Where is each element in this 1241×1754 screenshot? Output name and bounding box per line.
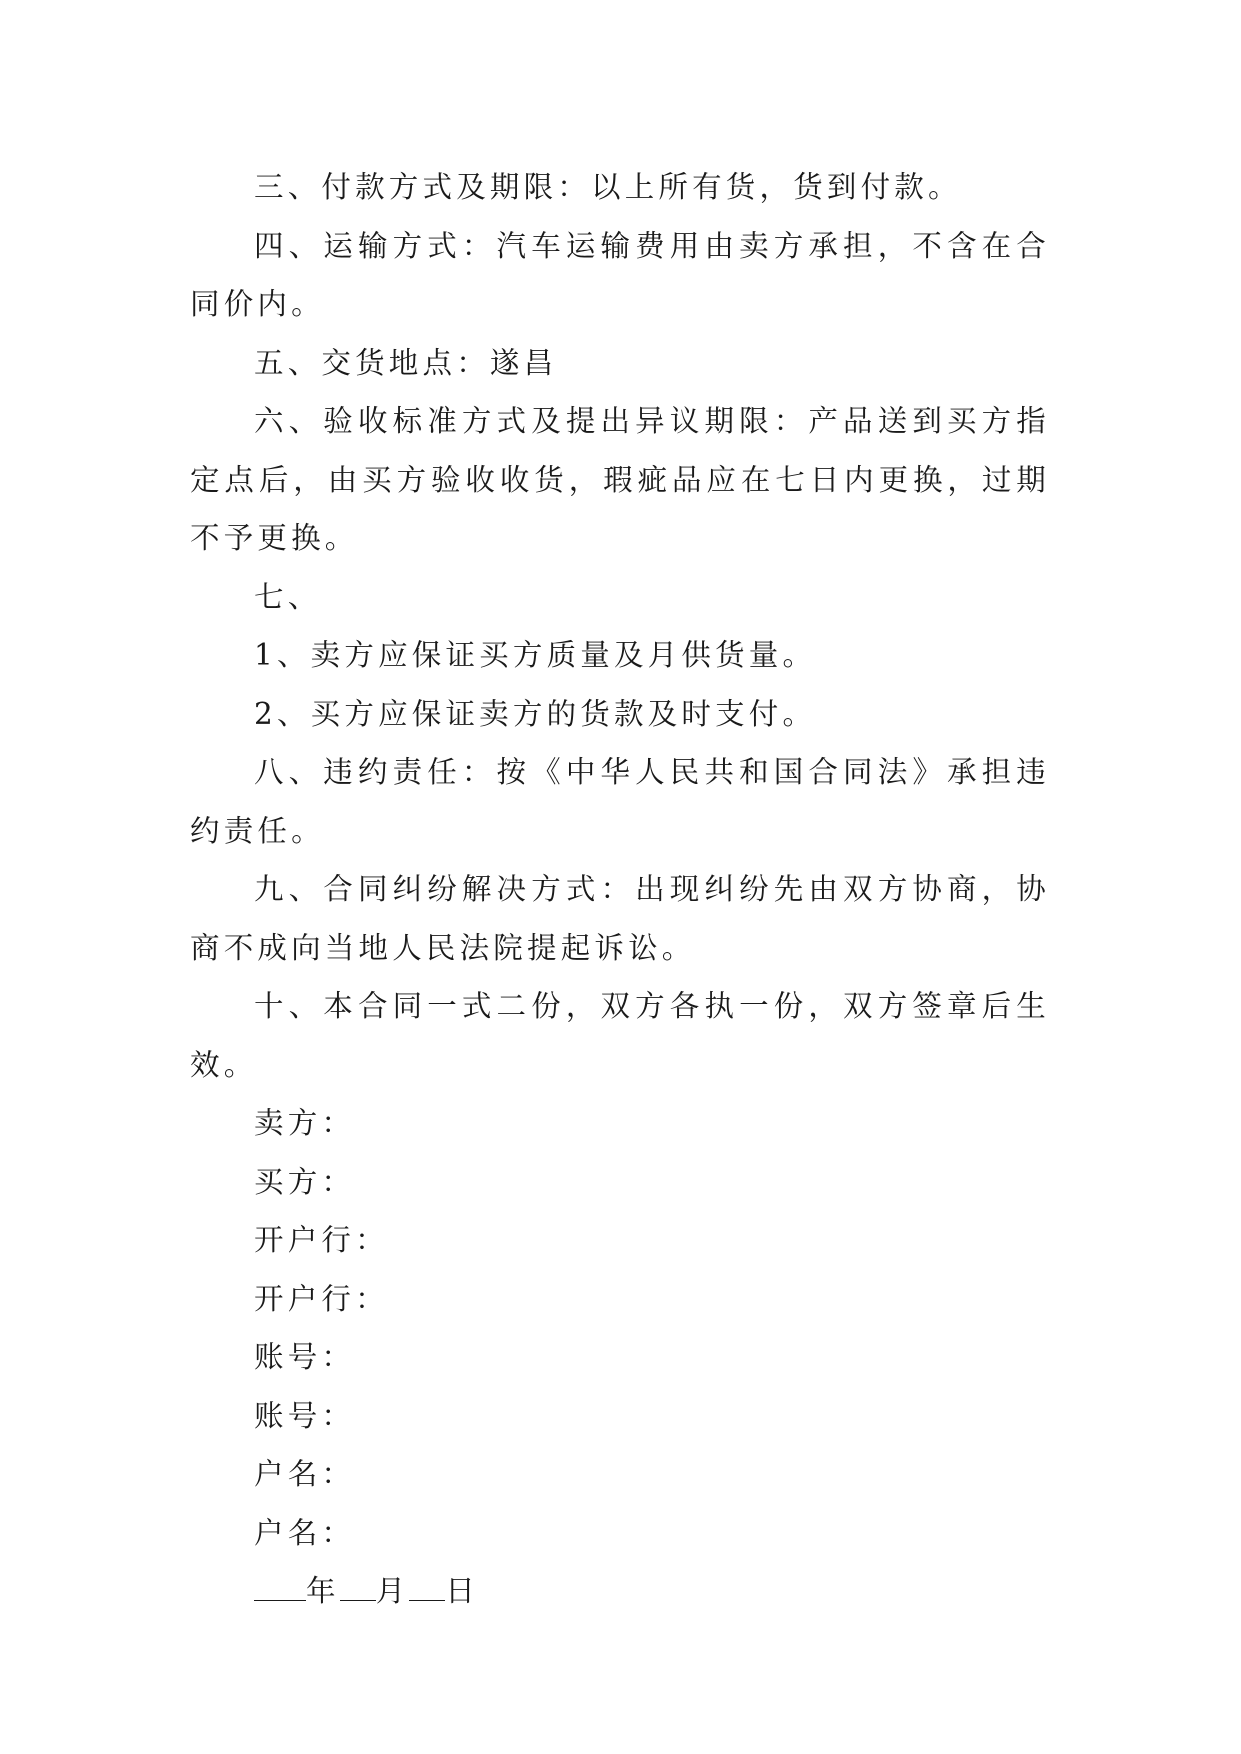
month-label: 月 (375, 1574, 410, 1608)
clause-transport: 四、运输方式：汽车运输费用由卖方承担，不含在合同价内。 (190, 228, 1050, 321)
clause-seven-heading: 七、 (254, 579, 322, 614)
clause-acceptance: 六、验收标准方式及提出异议期限：产品送到买方指定点后，由买方验收收货，瑕疵品应在七日内更换，过期不予更换。 (190, 404, 1050, 555)
day-blank (409, 1566, 445, 1601)
seller-bank-label: 开户行： (254, 1223, 389, 1257)
year-blank (254, 1566, 306, 1601)
clause-payment: 三、付款方式及期限：以上所有货，货到付款。 (254, 170, 962, 204)
day-label: 日 (445, 1574, 480, 1608)
clause-seven-item-2: 2、买方应保证卖方的货款及时支付。 (254, 696, 817, 731)
buyer-bank-label: 开户行： (254, 1281, 389, 1316)
seller-account-name-label: 户名： (254, 1457, 356, 1491)
month-blank (340, 1566, 376, 1601)
clause-seven-item-1: 1、卖方应保证买方质量及月供货量。 (254, 638, 817, 672)
buyer-account-name-label: 户名： (254, 1515, 356, 1550)
year-label: 年 (306, 1574, 340, 1608)
clause-breach: 八、违约责任：按《中华人民共和国合同法》承担违约责任。 (190, 755, 1050, 848)
clause-delivery-location: 五、交货地点：遂昌 (254, 345, 558, 380)
seller-label: 卖方： (254, 1106, 356, 1140)
clause-dispute: 九、合同纠纷解决方式：出现纠纷先由双方协商，协商不成向当地人民法院提起诉讼。 (190, 872, 1050, 965)
contract-body (190, 158, 1050, 1621)
buyer-account-label: 账号： (254, 1398, 356, 1433)
seller-account-label: 账号： (254, 1340, 356, 1374)
date-line (190, 1562, 1050, 1621)
buyer-label: 买方： (254, 1164, 356, 1199)
clause-copies: 十、本合同一式二份，双方各执一份，双方签章后生效。 (190, 989, 1050, 1082)
